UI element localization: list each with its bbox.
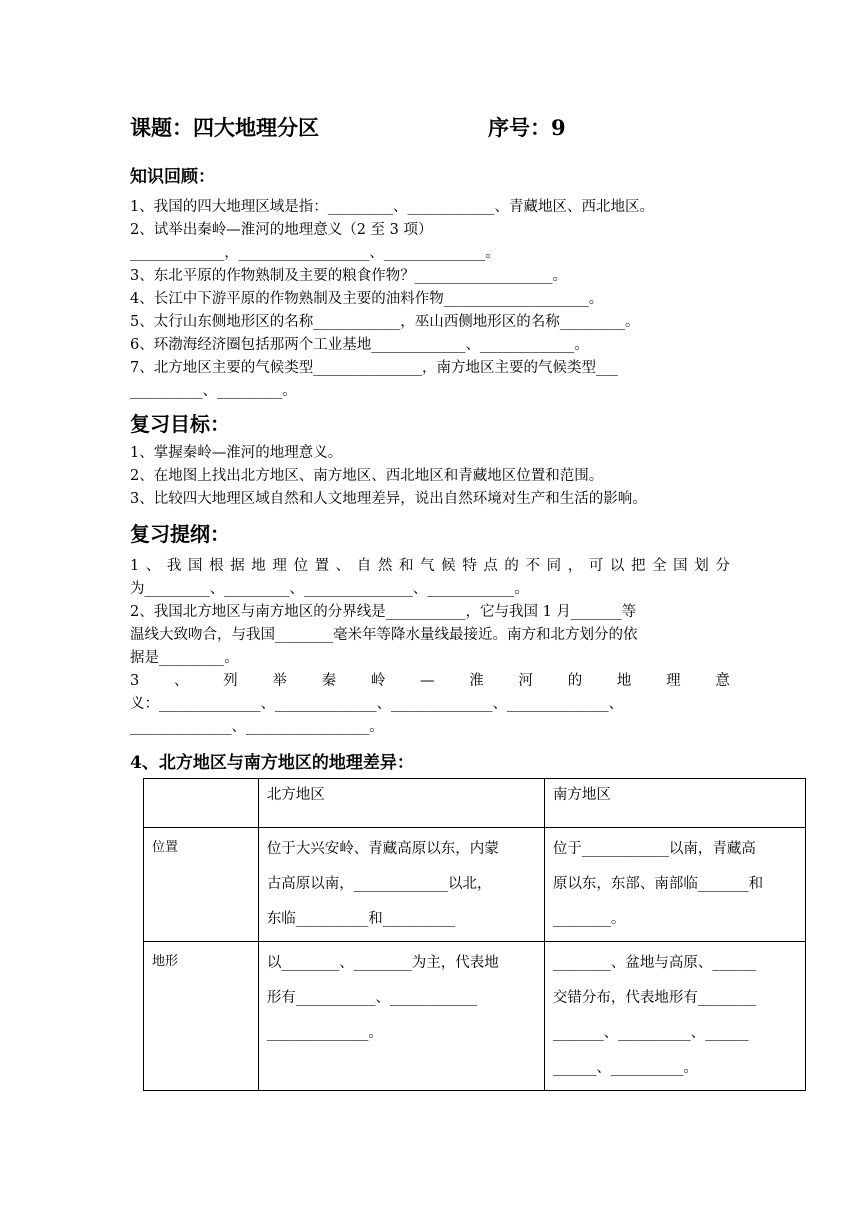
row-label: 位置 [144,828,259,942]
review-line: 5、太行山东侧地形区的名称____________，巫山西侧地形区的名称_________。 [130,314,640,330]
outline-item3-line: ______________、_________________。 [130,719,384,735]
table-row [144,828,806,942]
goal-line: 2、在地图上找出北方地区、南方地区、西北地区和青藏地区位置和范围。 [130,468,604,484]
review-line: 4、长江中下游平原的作物熟制及主要的油料作物____________________。 [130,291,604,307]
table-header-cell: 南方地区 [544,779,805,828]
south-cell: 位于____________以南，青藏高 原以东，东部、南部临_______和 ________。 [544,828,805,942]
south-cell: ________、盆地与高原、______ 交错分布，代表地形有________ _______、__________、______ ______、__________。 [544,942,805,1091]
outline-heading: 复习提纲： [130,522,230,546]
review-line: _____________，__________________、______________。 [130,245,500,261]
table-header-cell [144,779,259,828]
outline-item1-cont: 为_________、_________、_______________、____________。 [130,581,529,597]
review-line: 3、东北平原的作物熟制及主要的粮食作物？___________________。 [130,268,567,284]
lesson-topic: 课题：四大地理分区 [130,115,319,140]
title-row [130,112,566,142]
review-line: 7、北方地区主要的气候类型_______________，南方地区主要的气候类型___ [130,360,618,376]
table-header-row [144,779,806,828]
outline-item2-line: 2、我国北方地区与南方地区的分界线是___________，它与我国 1 月_______等 [130,604,637,620]
outline-item3-line: 义：______________、______________、______________、______________、 [130,696,623,712]
outline-item2-line: 温线大致吻合，与我国________毫米年等降水量线最接近。南方和北方划分的依 [130,627,638,643]
comparison-table [143,778,806,1091]
outline-item3-line: 3 、 列 举 秦 岭 — 淮 河 的 地 理 意 [130,673,730,689]
goal-line: 3、比较四大地理区域自然和人文地理差异，说出自然环境对生产和生活的影响。 [130,491,647,507]
review-line: __________、_________。 [130,383,297,399]
section4-heading: 4、北方地区与南方地区的地理差异： [130,753,414,773]
table-header-cell: 北方地区 [258,779,544,828]
row-label: 地形 [144,942,259,1091]
review-line: 2、试举出秦岭—淮河的地理意义（2 至 3 项） [130,222,433,238]
north-cell: 位于大兴安岭、青藏高原以东，内蒙 古高原以南，_____________以北， 东临__________和__________ [258,828,544,942]
goal-line: 1、掌握秦岭—淮河的地理意义。 [130,445,343,461]
review-heading: 知识回顾： [130,167,215,187]
north-cell: 以________、________为主，代表地 形有___________、____________ ______________。 [258,942,544,1091]
lesson-sequence: 序号：9 [488,115,566,140]
table-row [144,942,806,1091]
review-line: 6、环渤海经济圈包括那两个工业基地_____________、_____________。 [130,337,589,353]
outline-item2-line: 据是_________。 [130,650,239,666]
goals-heading: 复习目标： [130,412,230,436]
review-line: 1、我国的四大地理区域是指：_________、____________、青藏地区、西北地区。 [130,199,654,215]
outline-item1-line: 1 、 我 国 根 据 地 理 位 置 、 自 然 和 气 候 特 点 的 不 同 ， 可 以 把 全 国 划 分 [130,558,730,574]
